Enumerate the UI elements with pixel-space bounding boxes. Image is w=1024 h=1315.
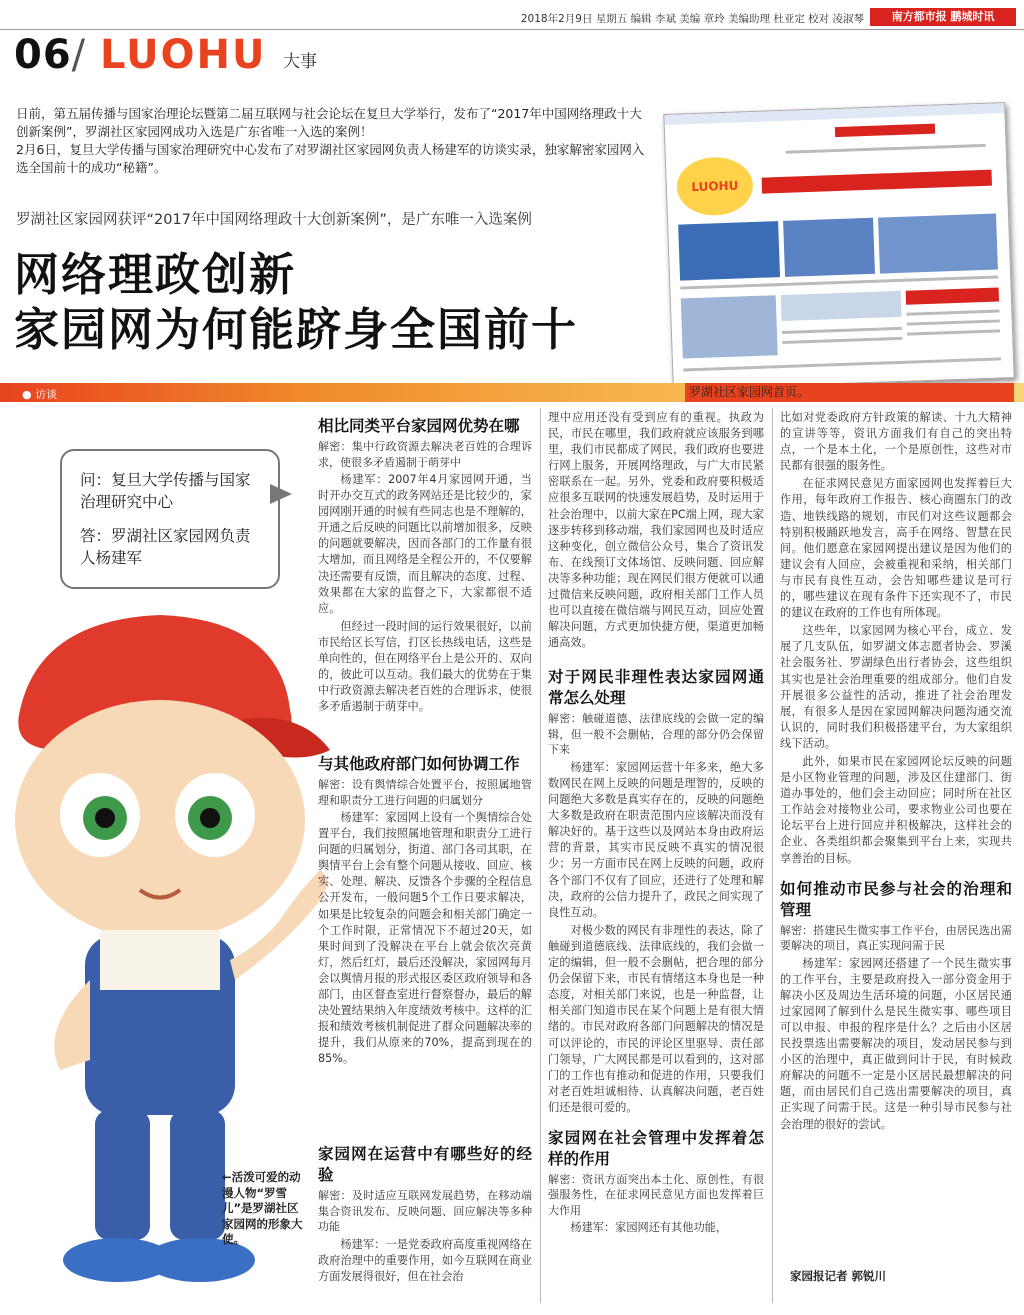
body-paragraph: 在征求网民意见方面家园网也发挥着巨大作用，每年政府工作报告、核心商圈东门的改造、地铁线路的规划，市民们对这些议题都会特别积极踊跃地发言，高手在网络、智慧在民间。他们愿意在家园网提出建议是因为他们的建议会有人回应，会被重视和采纳，相关部门与市民有良性互动，会告知哪些建议是可行的，哪些建议在现有条件下还实现不了，市民的建议在政府的工作也有所体现。 — [780, 477, 1012, 620]
article-column-1-mid — [318, 748, 532, 1134]
question-heading: 相比同类平台家园网优势在哪 — [318, 417, 520, 435]
question-heading: 与其他政府部门如何协调工作 — [318, 755, 520, 773]
question-heading: 家园网在运营中有哪些好的经验 — [318, 1145, 532, 1184]
article-column-1-bottom — [318, 1138, 532, 1308]
question-heading: 家园网在社会管理中发挥着怎样的作用 — [548, 1128, 764, 1168]
body-paragraph: 杨建军：家园网还有其他功能， — [570, 1221, 728, 1235]
body-paragraph: 杨建军：家园网还搭建了一个民生微实事的工作平台，主要是政府投入一部分资金用于解决小区及周边生活环境的问题，小区居民通过家园网了解到什么是民生微实事、哪些项目可以申报、申报的程序是什么？之后由小区居民投票选出需要解决的项目，发动居民参与到小区的治理中，真正做到问计于民，有时候政府解决的问题不一定是小区居民最想解决的问题，而由居民们自己选出需要解决的项目，真正实现了问需于民。这是一种引导市民参与社会治理的很好的尝试。 — [780, 956, 1012, 1131]
question-heading: 对于网民非理性表达家园网通常怎么处理 — [548, 668, 764, 708]
bubble-answer: 答：罗湖社区家园网负责人杨建军 — [80, 527, 251, 567]
date-editor-line: 2018年2月9日 星期五 编辑 李斌 美编 章玲 美编助理 杜亚定 校对 凌淑琴 — [520, 13, 864, 25]
speech-bubble-tail — [270, 484, 292, 504]
headline-line-1: 网络理政创新 — [14, 248, 297, 301]
answer-summary: 解密：集中行政资源去解决老百姓的合理诉求，使很多矛盾遏制于萌芽中 — [318, 440, 532, 469]
answer-summary: 解密：资讯方面突出本土化、原创性，有很强服务性，在征求网民意见方面也发挥着巨大作用 — [548, 1172, 764, 1217]
interview-label: ● 访谈 — [22, 388, 58, 401]
page-number: 06/ — [14, 32, 87, 78]
answer-summary: 解密：触碰道德、法律底线的会做一定的编辑，但一般不会删帖，合理的部分仍会保留下来 — [548, 712, 764, 757]
question-heading: 如何推动市民参与社会的治理和管理 — [780, 879, 1012, 919]
body-paragraph: 对极少数的网民有非理性的表达，除了触碰到道德底线、法律底线的，我们会做一定的编辑，但一般不会删帖，把合理的部分仍会保留下来，市民有情绪这本身也是一种态度，对相关部门来说，也是一种监督，让相关部门知道市民在某个问题上是有很大情绪的。市民对政府各部门问题解决的情况是可以评论的，市民的评论区里驱导、责任部门领导，广大网民都是可以看到的，这对部门的工作也有推动和促进的作用，只要我们对老百姓坦诚相待、认真解决问题，老百姓们还是很可爱的。 — [548, 923, 764, 1114]
speech-bubble — [60, 449, 280, 589]
body-paragraph: 杨建军：家园网上设有一个舆情综合处置平台，我们按照属地管理和职责分工进行问题的归属划分，街道、部门各司其职，在舆情平台上会有整个问题从接收、回应、核实、处理、解决、反馈各个步骤的全程信息公开发布，一般问题5个工作日要求解决，如果是比较复杂的问题会和相关部门确定一个工作时限，正常情况下不超过20天，如果时间到了没解决在平台上就会依次亮黄灯，然后红灯，最后还没解决，家园网每月会以舆情月报的形式报区委区政府领导和各部门，由区督查室进行督察督办，最后的解决处置结果纳入年度绩效考核中。这样的汇报和绩效考核机制促进了群众问题解决率的提升，我们从原来的70%，提高到现在的85%。 — [318, 811, 532, 1066]
bubble-question: 问：复旦大学传播与国家治理研究中心 — [80, 471, 251, 511]
answer-summary: 解密：搭建民生微实事工作平台，由居民选出需要解决的项目，真正实现问需于民 — [780, 923, 1012, 953]
body-paragraph: 杨建军：一是党委政府高度重视网络在政府治理中的重要作用，如今互联网在商业方面发展得很好，但在社会治 — [318, 1237, 532, 1283]
luohu-site-logo: LUOHU — [676, 156, 754, 217]
intro-paragraph: 日前，第五届传播与国家治理论坛暨第二届互联网与社会论坛在复旦大学举行，发布了“2017年中国网络理政十大创新案例”，罗湖社区家园网成功入选是广东省唯一入选的案例！ — [16, 106, 642, 139]
reporter-byline: 家园报记者 郭锐川 — [790, 1269, 887, 1283]
body-paragraph: 比如对党委政府方针政策的解读、十九大精神的宣讲等等，资讯方面我们有自己的突出特点，一个是本土化，一个是原创性，这些对市民都有很强的服务性。 — [780, 411, 1012, 473]
subheadline: 罗湖社区家园网获评“2017年中国网络理政十大创新案例”，是广东唯一入选案例 — [16, 212, 532, 228]
column-separator — [772, 408, 773, 1303]
body-paragraph: 杨建军：家园网运营十年多来，绝大多数网民在网上反映的问题是理智的，反映的问题绝大多数是真实存在的，反映的问题绝大多数是政府在职责范围内应该解决而没有解决好的。基于这些以及网站本身由政府运营的背景，其实市民反映不真实的情况很少；另一方面市民在网上反映的问题，政府各个部门不仅有了回应，还进行了处理和解决，政府的公信力提升了，政民之间实现了良性互动。 — [548, 760, 764, 919]
website-screenshot-photo — [663, 102, 1014, 390]
section-subtitle: 大事 — [283, 52, 317, 72]
body-paragraph: 但经过一段时间的运行效果很好，以前市民给区长写信，打区长热线电话，这些是单向性的，但在网络平台上是公开的、双向的，彼此可以互动。我们最大的优势在于集中行政资源去解决老百姓的合理诉求，使很多矛盾遏制于萌芽中。 — [318, 619, 532, 714]
section-title: LUOHU — [100, 32, 267, 78]
mascot-face — [15, 700, 305, 940]
headline-line-2: 家园网为何能跻身全国前十 — [14, 303, 579, 356]
photo-caption: 罗湖社区家园网首页。 — [685, 383, 1014, 402]
intro-paragraph: 2月6日，复旦大学传播与国家治理研究中心发布了对罗湖社区家园网负责人杨建军的访谈实录，独家解密家园网入选全国前十的成功“秘籍”。 — [16, 142, 645, 175]
answer-summary: 解密：设有舆情综合处置平台，按照属地管理和职责分工进行问题的归属划分 — [318, 778, 532, 807]
mascot-caption: ←活泼可爱的动漫人物“罗雪儿”是罗湖社区家园网的形象大使。 — [222, 1170, 303, 1246]
body-paragraph: 这些年，以家园网为核心平台，成立、发展了几支队伍，如罗湖文体志愿者协会、罗溪社会服务社、罗湖绿色出行者协会，这些组织其实也是社会治理重要的组成部分。他们自发开展很多公益性的活动，推进了社会治理发展，有很多人是因在家园网解决问题沟通交流认识的，同时我们积极搭建平台，为大家组织线下活动。 — [780, 624, 1012, 750]
body-paragraph: 杨建军：2007年4月家园网开通，当时开办交互式的政务网站还是比较少的，家园网刚开通的时候有些同志也是不理解的，开通之后反映的问题比以前增加很多，反映的问题就要解决，因而各部门的工作量有很大增加，而且网络是全程公开的，不仅要解决还需要有反馈，而且解决的态度、过程、效果都在大家的监督之下，大家都很不适应。 — [318, 473, 532, 615]
column-separator — [540, 408, 541, 1303]
article-column-3 — [780, 410, 1012, 1262]
body-paragraph: 此外，如果市民在家园网论坛反映的问题是小区物业管理的问题，涉及区住建部门、街道办事处的，他们会主动回应；同时所在社区工作站会对接物业公司，要求物业公司也要在论坛平台上进行回应并积极解决，这样社会的企业、各类组织都会聚集到平台上来，实现共享善治的目标。 — [780, 754, 1012, 865]
article-column-2 — [548, 410, 764, 1305]
intro-paragraphs — [16, 105, 651, 177]
newspaper-brand-logo: 南方都市报 鹏城时讯 — [870, 8, 1016, 26]
answer-summary: 解密：及时适应互联网发展趋势，在移动端集合资讯发布、反映问题、回应解决等多种功能 — [318, 1189, 532, 1233]
body-paragraph: 理中应用还没有受到应有的重视。执政为民，市民在哪里，我们政府就应该服务到哪里，我们市民都成了网民，我们政府也要进行网上服务，开展网络理政，与广大市民紧密联系在一起。另外，党委和政府要积极适应很多互联网的快速发展趋势，及时运用于社会治理中，以前大家在PC端上网，现大家逐步转移到移动端，我们家园网也及时适应这种变化，创立微信公众号，集合了资讯发布、在线预订文体场馆、反映问题、回应解决等多种功能；现在网民们很方便就可以通过微信来反映问题，政府相关部门工作人员也可以直接在微信端与网民互动，回应处置解决问题，方式更加快捷方便，渠道更加畅通高效。 — [548, 411, 764, 650]
screenshot-browser-bar — [664, 103, 1004, 125]
article-column-1-top — [318, 410, 532, 740]
